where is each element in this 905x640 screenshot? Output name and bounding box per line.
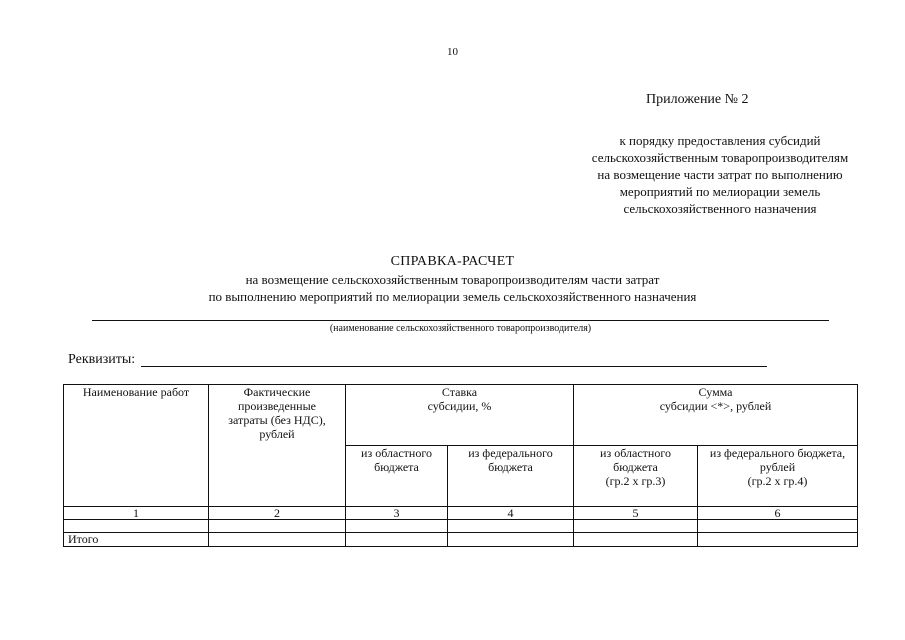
column-number: 5 xyxy=(574,507,698,520)
table-cell[interactable] xyxy=(448,533,574,547)
table-cell[interactable] xyxy=(574,520,698,533)
document-subtitle xyxy=(0,271,905,305)
column-numbers-row xyxy=(64,507,858,520)
subtitle-line: по выполнению мероприятий по мелиорации земель сельскохозяйственного назначения xyxy=(208,289,697,304)
document-title: СПРАВКА-РАСЧЕТ xyxy=(390,254,515,269)
table-cell[interactable] xyxy=(209,520,346,533)
header-amount-regional: из областного бюджета (гр.2 х гр.3) xyxy=(574,446,698,507)
column-number: 6 xyxy=(698,507,858,520)
column-number: 1 xyxy=(64,507,209,520)
total-row xyxy=(64,533,858,547)
table-cell[interactable] xyxy=(574,533,698,547)
table-cell[interactable] xyxy=(448,520,574,533)
header-work-name: Наименование работ xyxy=(64,385,209,507)
table-row xyxy=(64,520,858,533)
column-number: 4 xyxy=(448,507,574,520)
table-cell[interactable] xyxy=(698,533,858,547)
header-subsidy-rate: Ставка субсидии, % xyxy=(346,385,574,446)
appendix-line: к порядку предоставления субсидий xyxy=(619,133,821,148)
appendix-line: сельскохозяйственного назначения xyxy=(623,201,817,216)
table-header-row xyxy=(64,385,858,446)
appendix-line: мероприятий по мелиорации земель xyxy=(619,184,821,199)
requisites-label: Реквизиты: xyxy=(68,352,136,367)
producer-name-field[interactable] xyxy=(92,320,829,321)
appendix-line: на возмещение части затрат по выполнению xyxy=(597,167,843,182)
column-number: 3 xyxy=(346,507,448,520)
requisites-field[interactable] xyxy=(141,366,767,367)
header-rate-regional: из областного бюджета xyxy=(346,446,448,507)
column-number: 2 xyxy=(209,507,346,520)
appendix-line: сельскохозяйственным товаропроизводителям xyxy=(591,150,849,165)
calculation-table xyxy=(63,384,858,547)
header-rate-federal: из федерального бюджета xyxy=(448,446,574,507)
header-actual-costs: Фактические произведенные затраты (без НДС), рублей xyxy=(209,385,346,507)
producer-name-caption: (наименование сельскохозяйственного товаропроизводителя) xyxy=(329,323,592,334)
header-subsidy-amount: Сумма субсидии <*>, рублей xyxy=(574,385,858,446)
table-cell[interactable] xyxy=(64,520,209,533)
total-label: Итого xyxy=(64,533,209,547)
table-cell[interactable] xyxy=(346,533,448,547)
appendix-title: Приложение № 2 xyxy=(646,92,749,107)
appendix-description xyxy=(520,132,905,217)
table-cell[interactable] xyxy=(346,520,448,533)
page-number: 10 xyxy=(447,46,458,58)
table-cell[interactable] xyxy=(698,520,858,533)
table-cell[interactable] xyxy=(209,533,346,547)
subtitle-line: на возмещение сельскохозяйственным товаропроизводителям части затрат xyxy=(245,272,660,287)
header-amount-federal: из федерального бюджета, рублей (гр.2 х гр.4) xyxy=(698,446,858,507)
